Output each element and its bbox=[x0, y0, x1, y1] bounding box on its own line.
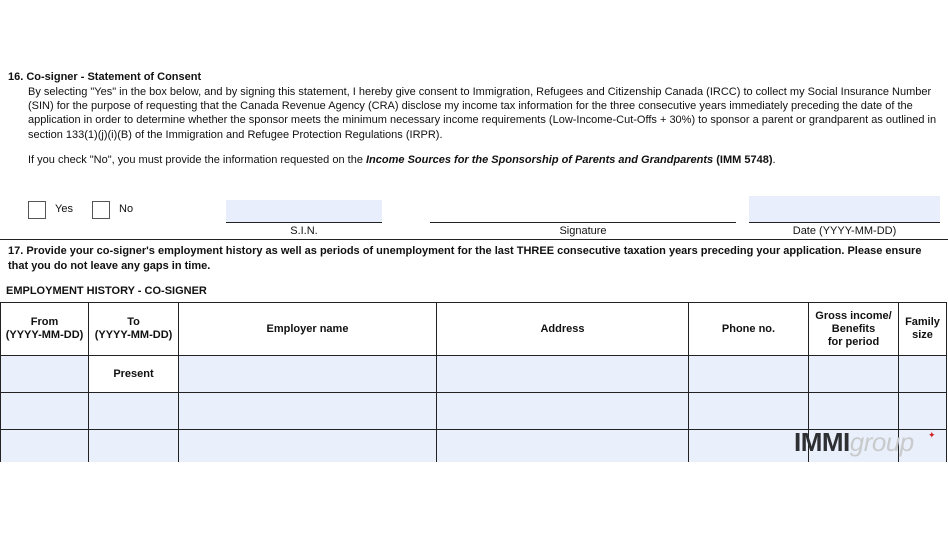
to-date-cell[interactable] bbox=[89, 430, 179, 467]
section-divider bbox=[0, 239, 948, 240]
address-cell[interactable] bbox=[437, 393, 689, 430]
section-16-title: 16. Co-signer - Statement of Consent bbox=[8, 71, 202, 83]
consent-statement: By selecting "Yes" in the box below, and by signing this statement, I hereby give consent to Immigration, Refugees and Citizenship Canada (IRCC) to collect my Social Insurance Number (SIN) for the purpose of requesting that the Canada Revenue Agency (CRA) disclose my income tax information for the three consecutive years immediately preceding the date of the application in order to determine whether the sponsor meets the minimum necessary income requirements (Low-Income-Cut-Offs + 30%) to sponsor a parent or grandparent as outlined in section 133(1)(j)(i)(B) of the Immigration and Refugee Protection Regulations (IRPR). bbox=[28, 86, 937, 141]
yes-checkbox[interactable] bbox=[28, 201, 46, 219]
date-label: Date (YYYY-MM-DD) bbox=[792, 225, 897, 237]
from-date-cell[interactable] bbox=[1, 393, 89, 430]
maple-leaf-icon: ✦ bbox=[928, 430, 936, 440]
phone-cell[interactable] bbox=[689, 356, 809, 393]
header-family-size bbox=[899, 303, 947, 356]
header-phone: Phone no. bbox=[689, 303, 809, 356]
immigroup-watermark-logo bbox=[794, 427, 914, 458]
instruction-prefix: If you check "No", you must provide the information requested on the bbox=[28, 154, 366, 166]
date-input[interactable] bbox=[749, 196, 940, 222]
header-from bbox=[1, 303, 89, 356]
table-header-row bbox=[1, 303, 947, 356]
header-from-line2: (YYYY-MM-DD) bbox=[5, 329, 84, 341]
table-row bbox=[1, 393, 947, 430]
employer-cell[interactable] bbox=[179, 430, 437, 467]
section-17-text: 17. Provide your co-signer's employment history as well as periods of unemployment for the last THREE consecutive taxation years preceding your application. Please ensure that you do not leave any gaps in time. bbox=[8, 245, 922, 272]
no-checkbox[interactable] bbox=[92, 201, 110, 219]
logo-part-immi: IMMI bbox=[794, 427, 850, 457]
employment-history-title: EMPLOYMENT HISTORY - CO-SIGNER bbox=[6, 285, 207, 297]
from-date-cell[interactable] bbox=[1, 430, 89, 467]
header-to bbox=[89, 303, 179, 356]
no-instruction bbox=[28, 154, 776, 166]
employer-cell[interactable] bbox=[179, 356, 437, 393]
page-bottom-whitespace bbox=[0, 462, 948, 533]
header-gross-line3: for period bbox=[827, 335, 880, 348]
family-size-cell[interactable] bbox=[899, 393, 947, 430]
header-gross-line2: Benefits bbox=[831, 322, 876, 335]
yes-label: Yes bbox=[55, 203, 73, 215]
employer-cell[interactable] bbox=[179, 393, 437, 430]
gross-income-cell[interactable] bbox=[809, 356, 899, 393]
family-size-cell[interactable] bbox=[899, 356, 947, 393]
header-family-line1: Family bbox=[905, 316, 940, 328]
header-address: Address bbox=[437, 303, 689, 356]
sin-underline bbox=[226, 222, 382, 223]
gross-income-cell[interactable] bbox=[809, 393, 899, 430]
address-cell[interactable] bbox=[437, 430, 689, 467]
header-gross-line1: Gross income/ bbox=[815, 309, 892, 322]
instruction-suffix: . bbox=[772, 154, 776, 166]
instruction-form-name: Income Sources for the Sponsorship of Parents and Grandparents bbox=[366, 154, 714, 166]
sin-input[interactable] bbox=[226, 200, 382, 222]
to-date-cell[interactable] bbox=[89, 393, 179, 430]
phone-cell[interactable] bbox=[689, 393, 809, 430]
instruction-form-code: (IMM 5748) bbox=[713, 154, 773, 166]
phone-cell[interactable] bbox=[689, 430, 809, 467]
sin-label: S.I.N. bbox=[290, 225, 318, 237]
no-label: No bbox=[119, 203, 134, 215]
to-date-present-cell: Present bbox=[89, 356, 179, 393]
address-cell[interactable] bbox=[437, 356, 689, 393]
header-to-line2: (YYYY-MM-DD) bbox=[94, 329, 173, 341]
header-gross-income bbox=[809, 303, 899, 356]
header-to-line1: To bbox=[127, 316, 140, 328]
header-employer: Employer name bbox=[179, 303, 437, 356]
date-underline bbox=[749, 222, 940, 223]
signature-line[interactable] bbox=[430, 222, 736, 223]
header-from-line1: From bbox=[30, 316, 59, 328]
from-date-cell[interactable] bbox=[1, 356, 89, 393]
table-row bbox=[1, 356, 947, 393]
logo-part-group: group bbox=[849, 427, 914, 457]
signature-label: Signature bbox=[559, 225, 607, 237]
header-family-line2: size bbox=[912, 329, 933, 341]
